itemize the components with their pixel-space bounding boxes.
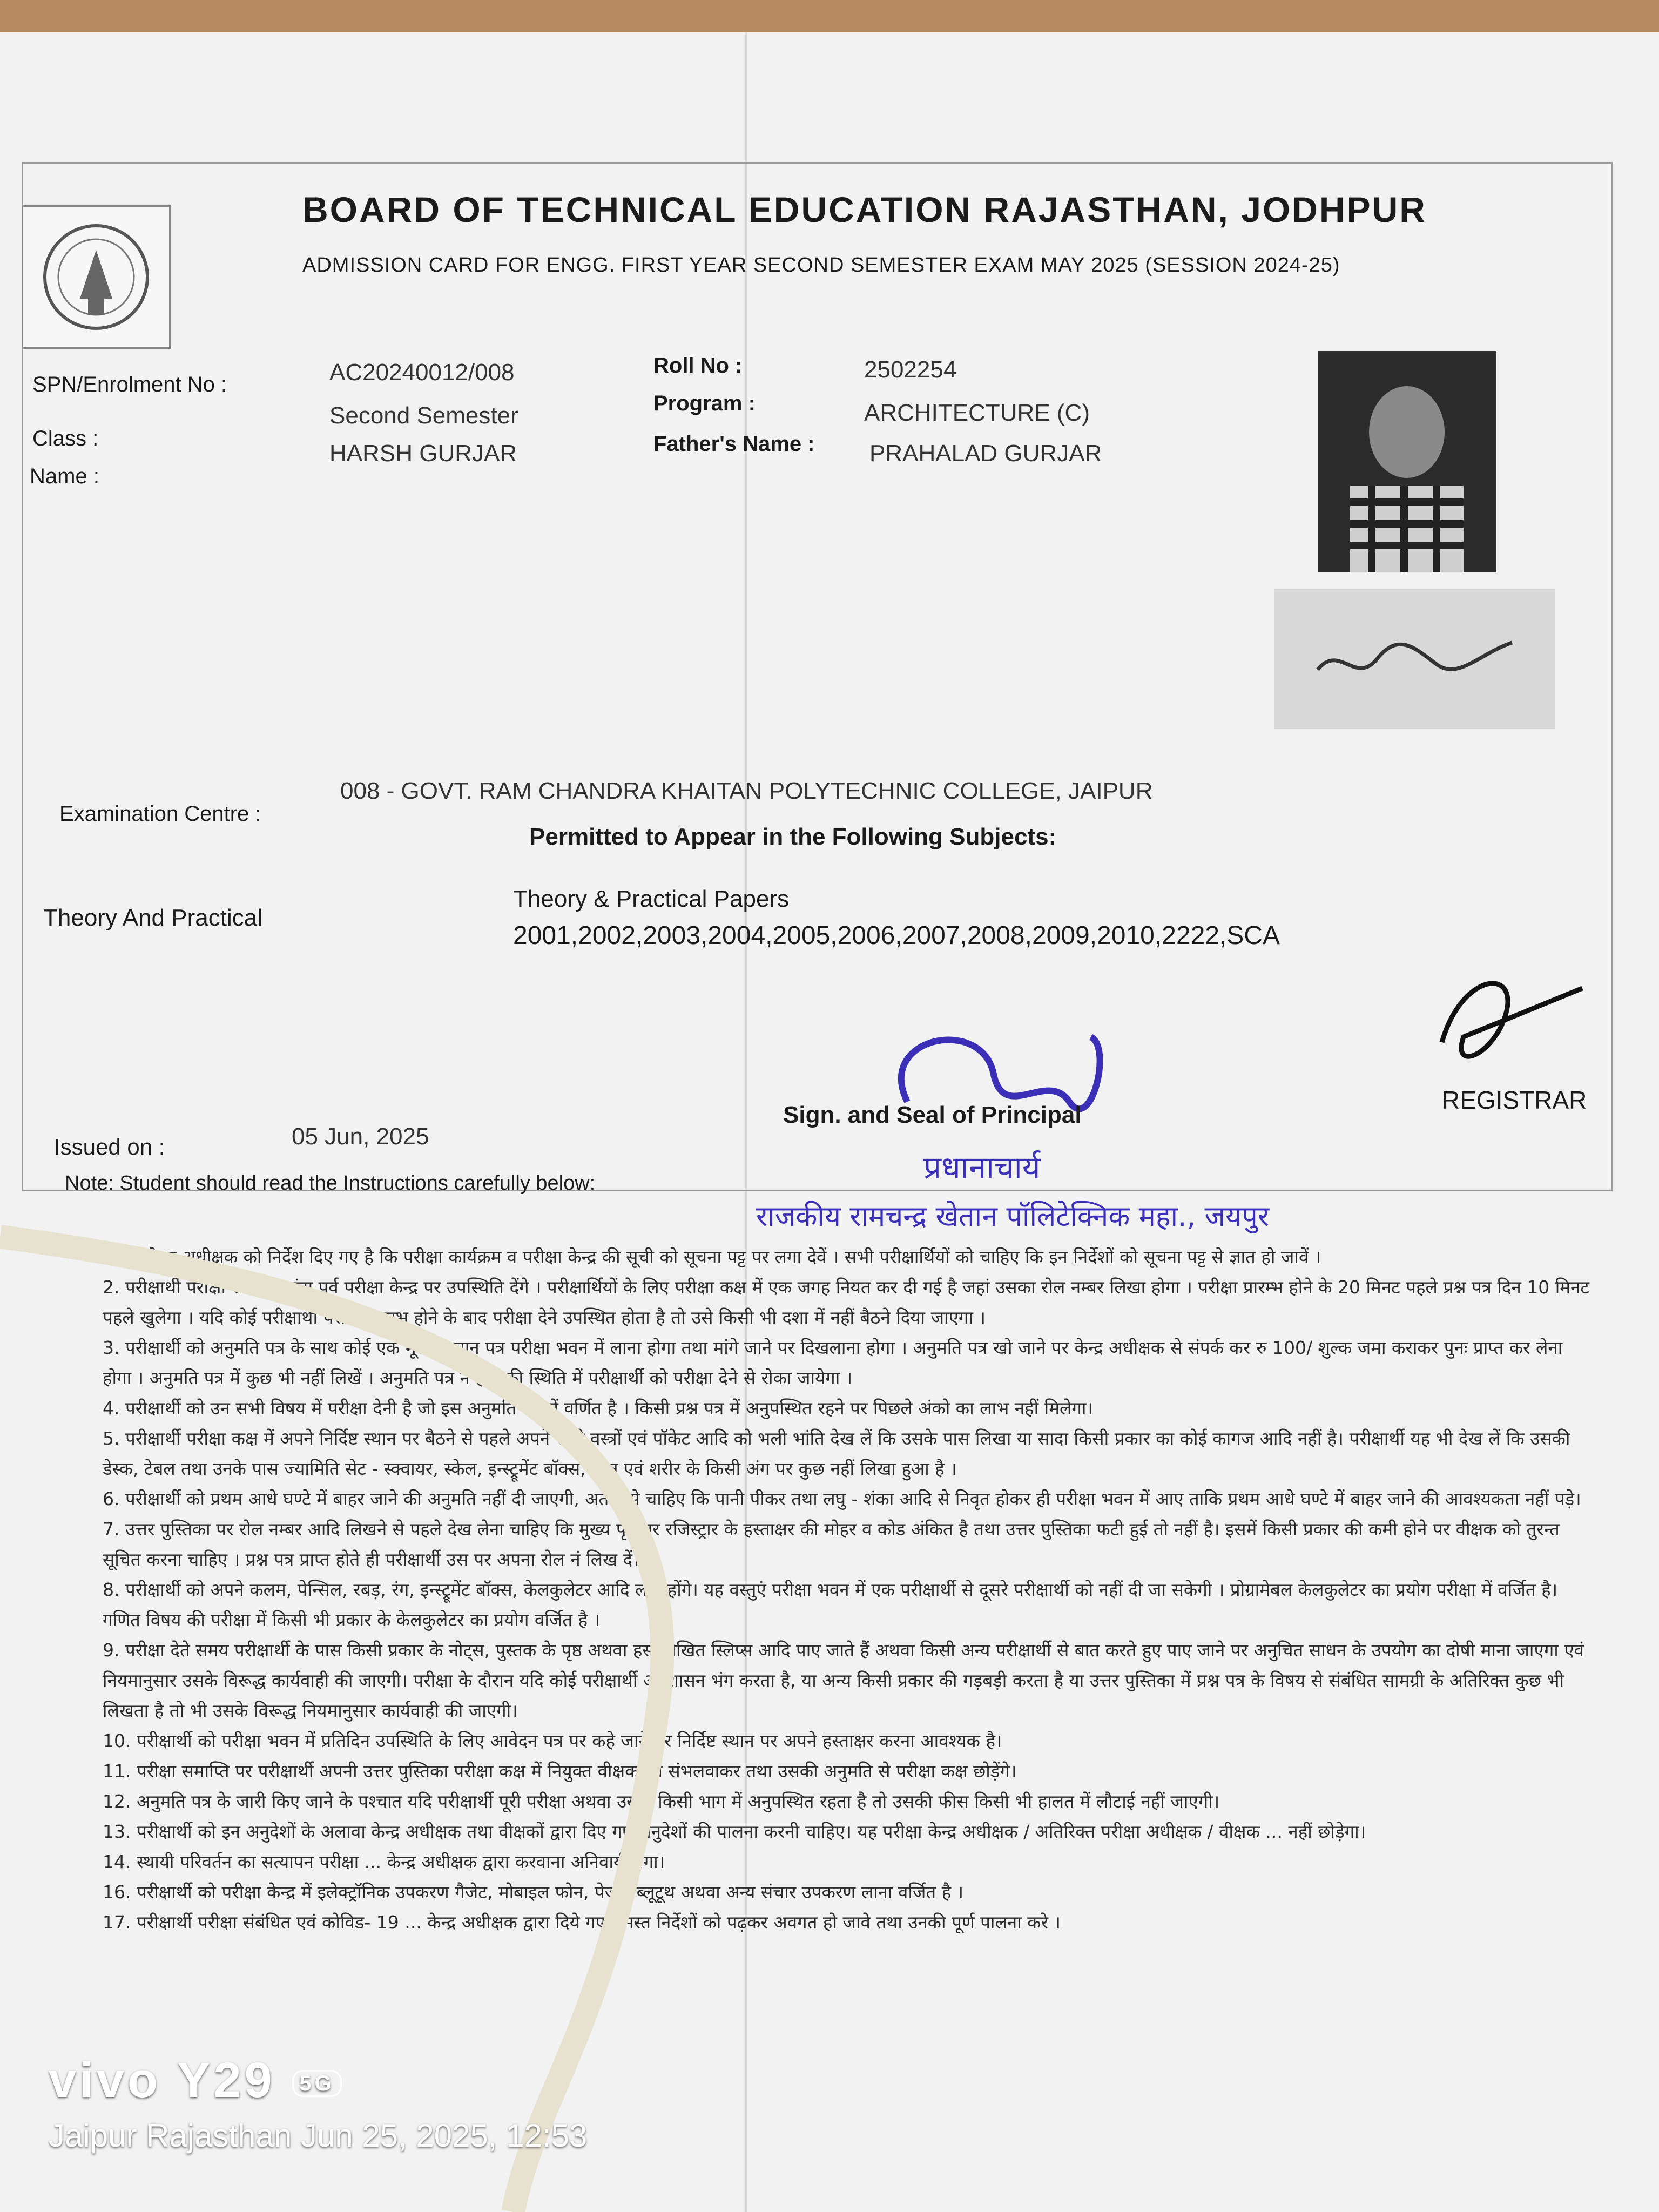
name-label: Name : bbox=[30, 464, 99, 488]
registrar-label: REGISTRAR bbox=[1442, 1086, 1587, 1114]
name-value: HARSH GURJAR bbox=[329, 440, 517, 467]
program-value: ARCHITECTURE (C) bbox=[864, 400, 1090, 426]
instructions-note: Note: Student should read the Instructions carefully below: bbox=[65, 1172, 596, 1195]
instruction-item: परीक्षा केन्द्र अधीक्षक को निर्देश दिए गए है कि परीक्षा कार्यक्रम व परीक्षा केन्द्र की सूची को सूचना पट्ट पर लगा देवें । सभी परीक्षार्थियों को चाहिए कि इन निर्देशों को सूचना पट्ट से ज्ञात हो जावें । bbox=[103, 1246, 1321, 1267]
instruction-item: 7. उत्तर पुस्तिका पर रोल नम्बर आदि लिखने से पहले देख लेना चाहिए कि मुख्य पृष्ठ पर रजिस्ट्रार के हस्ताक्षर की मोहर व कोड अंकित है तथा उत्तर पुस्तिका फटी हुई तो नहीं है। इसमें किसी प्रकार की कमी होने पर वीक्षक को तुरन्त सूचित करना चाहिए । प्रश्न पत्र प्राप्त होते ही परीक्षार्थी उस पर अपना रोल नं लिख दें। bbox=[103, 1519, 1560, 1570]
papers-list: 2001,2002,2003,2004,2005,2006,2007,2008,2009,2010,2222,SCA bbox=[513, 921, 1280, 950]
father-value: PRAHALAD GURJAR bbox=[869, 440, 1102, 467]
instruction-item: 10. परीक्षार्थी को परीक्षा भवन में प्रतिदिन उपस्थिति के लिए आवेदन पत्र पर कहे जाने पर निर्दिष्ट स्थान पर अपने हस्ताक्षर करना आवश्यक है। bbox=[103, 1730, 1002, 1751]
roll-label: Roll No : bbox=[653, 354, 743, 377]
instruction-item: 17. परीक्षार्थी परीक्षा संबंधित एवं कोविड- 19 ... केन्द्र अधीक्षक द्वारा दिये गए समस्त निर्देशों को पढ़कर अवगत हो जावे तथा उनकी पूर्ण पालना करे । bbox=[103, 1912, 1061, 1933]
class-label: Class : bbox=[32, 427, 99, 450]
class-value: Second Semester bbox=[329, 402, 518, 429]
papers-heading: Theory & Practical Papers bbox=[513, 886, 790, 912]
instruction-item: 2. परीक्षार्थी परीक्षा से आधा घंटा पूर्व परीक्षा केन्द्र पर उपस्थिति देंगे । परीक्षार्थियों के लिए परीक्षा कक्ष में एक जगह नियत कर दी गई है जहां उसका रोल नम्बर लिखा होगा । परीक्षा प्रारम्भ होने के 20 मिनट पहले प्रश्न पत्र दिन 10 मिनट पहले खुलेगा । यदि कोई परीक्षार्थी परीक्षा प्रारम्भ होने के बाद परीक्षा देने उपस्थित होता है तो उसे किसी भी दशा में नहीं बैठने दिया जाएगा । bbox=[103, 1277, 1589, 1328]
centre-label: Examination Centre : bbox=[59, 802, 261, 826]
camera-watermark-location-time: Jaipur Rajasthan Jun 25, 2025, 12:53 bbox=[49, 2117, 588, 2154]
principal-hindi-seal: प्रधानाचार्य bbox=[923, 1149, 1041, 1186]
instruction-item: 14. स्थायी परिवर्तन का सत्यापन परीक्षा ... केन्द्र अधीक्षक द्वारा करवाना अनिवार्य होगा। bbox=[103, 1851, 665, 1872]
board-logo-icon bbox=[22, 205, 171, 349]
instruction-item: 5. परीक्षार्थी परीक्षा कक्ष में अपने निर्दिष्ट स्थान पर बैठने से पहले अपने सभी वस्त्रों एवं पॉकेट आदि को भली भांति देख लें कि उसके पास लिखा या सादा किसी प्रकार का कोई कागज आदि नहीं है। परीक्षार्थी यह भी देख लें कि उसकी डेस्क, टेबल तथा उनके पास ज्यामिति सेट - स्क्वायर, स्केल, इन्स्ट्रूमेंट बॉक्स, वस्त्र एवं शरीर के किसी अंग पर कुछ नहीं लिखा हुआ है । bbox=[103, 1428, 1570, 1479]
spn-value: AC20240012/008 bbox=[329, 359, 515, 386]
instruction-item: 16. परीक्षार्थी को परीक्षा केन्द्र में इलेक्ट्रॉनिक उपकरण गैजेट, मोबाइल फोन, पेजर, ब्लूटूथ अथवा अन्य संचार उपकरण लाना वर्जित है । bbox=[103, 1881, 964, 1903]
subject-type: Theory And Practical bbox=[43, 905, 262, 931]
college-stamp-hindi: राजकीय रामचन्द्र खेतान पॉलिटेक्निक महा., जयपुर bbox=[756, 1201, 1270, 1233]
program-label: Program : bbox=[653, 392, 756, 415]
issued-label: Issued on : bbox=[54, 1134, 165, 1159]
instruction-item: 13. परीक्षार्थी को इन अनुदेशों के अलावा केन्द्र अधीक्षक तथा वीक्षकों द्वारा दिए गए अनुदेशों की पालना करनी चाहिए। यह परीक्षा केन्द्र अधीक्षक / अतिरिक्त परीक्षा अधीक्षक / वीक्षक ... नहीं छोड़ेगा। bbox=[103, 1821, 1366, 1842]
card-subtitle: ADMISSION CARD FOR ENGG. FIRST YEAR SECOND SEMESTER EXAM MAY 2025 (SESSION 2024-25) bbox=[302, 254, 1340, 276]
roll-value: 2502254 bbox=[864, 356, 957, 383]
centre-value: 008 - GOVT. RAM CHANDRA KHAITAN POLYTECHNIC COLLEGE, JAIPUR bbox=[340, 778, 1153, 804]
instruction-item: 8. परीक्षार्थी को अपने कलम, पेन्सिल, रबड़, रंग, इन्स्ट्रूमेंट बॉक्स, केलकुलेटर आदि लाने होंगे। यह वस्तुएं परीक्षा भवन में एक परीक्षार्थी से दूसरे परीक्षार्थी को नहीं दी जा सकेगी । प्रोग्रामेबल केलकुलेटर का प्रयोग परीक्षा में वर्जित है। गणित विषय की परीक्षा में किसी भी प्रकार के केलकुलेटर का प्रयोग वर्जित है । bbox=[103, 1579, 1558, 1630]
board-title: BOARD OF TECHNICAL EDUCATION RAJASTHAN, JODHPUR bbox=[302, 190, 1427, 230]
registrar-signature-icon bbox=[1431, 961, 1593, 1080]
father-label: Father's Name : bbox=[653, 432, 815, 456]
issued-value: 05 Jun, 2025 bbox=[292, 1123, 429, 1150]
instruction-item: 12. अनुमति पत्र के जारी किए जाने के पश्चात यदि परीक्षार्थी पूरी परीक्षा अथवा उसके किसी भाग में अनुपस्थित रहता है तो उसकी फीस किसी भी हालत में लौटाई नहीं जाएगी। bbox=[103, 1791, 1220, 1812]
instruction-item: 6. परीक्षार्थी को प्रथम आधे घण्टे में बाहर जाने की अनुमति नहीं दी जाएगी, अतः उसे चाहिए कि पानी पीकर तथा लघु - शंका आदि से निवृत होकर ही परीक्षा भवन में आए ताकि प्रथम आधे घण्टे में बाहर जाने की आवश्यकता नहीं पड़े। bbox=[103, 1488, 1581, 1509]
instruction-item: 9. परीक्षा देते समय परीक्षार्थी के पास किसी प्रकार के नोट्स, पुस्तक के पृष्ठ अथवा हस्तलिखित स्लिप्स आदि पाए जाते हैं अथवा किसी अन्य परीक्षार्थी से बात करते हुए पाए जाने पर अनुचित साधन के उपयोग का दोषी माना जाएगा एवं नियमानुसार उसके विरूद्ध कार्यवाही की जाएगी। परीक्षा के दौरान यदि कोई परीक्षार्थी अनुशासन भंग करता है, या अन्य किसी प्रकार की गड़बड़ी करता है या उत्तर पुस्तिका में प्रश्न पत्र के विषय से संबंधित सामग्री के अतिरिक्त कुछ भी लिखता है तो भी उसके विरूद्ध नियमानुसार कार्यवाही की जाएगी। bbox=[103, 1640, 1584, 1721]
student-signature-image bbox=[1274, 589, 1555, 729]
camera-watermark-brand: vivo Y29 5G bbox=[49, 2052, 342, 2109]
principal-label: Sign. and Seal of Principal bbox=[783, 1102, 1082, 1128]
instruction-item: 3. परीक्षार्थी को अनुमति पत्र के साथ कोई एक मूल पहचान पत्र परीक्षा भवन में लाना होगा तथा मांगे जाने पर दिखलाना होगा । अनुमति पत्र खो जाने पर केन्द्र अधीक्षक से संपर्क कर रु 100/ शुल्क जमा कराकर पुनः प्राप्त कर लेना होगा । अनुमति पत्र में कुछ भी नहीं लिखें । अनुमति पत्र न होने की स्थिति में परीक्षार्थी को परीक्षा देने से रोका जायेगा । bbox=[103, 1337, 1563, 1388]
student-photo bbox=[1318, 351, 1496, 572]
permitted-heading: Permitted to Appear in the Following Subjects: bbox=[529, 824, 1057, 850]
spn-label: SPN/Enrolment No : bbox=[32, 373, 227, 396]
instruction-item: 4. परीक्षार्थी को उन सभी विषय में परीक्षा देनी है जो इस अनुमति पत्र में वर्णित है । किसी प्रश्न पत्र में अनुपस्थित रहने पर पिछले अंको का लाभ नहीं मिलेगा। bbox=[103, 1398, 1093, 1419]
instruction-item: 11. परीक्षा समाप्ति पर परीक्षार्थी अपनी उत्तर पुस्तिका परीक्षा कक्ष में नियुक्त वीक्षक को संभलवाकर तथा उसकी अनुमति से परीक्षा कक्ष छोड़ेंगे। bbox=[103, 1761, 1017, 1782]
